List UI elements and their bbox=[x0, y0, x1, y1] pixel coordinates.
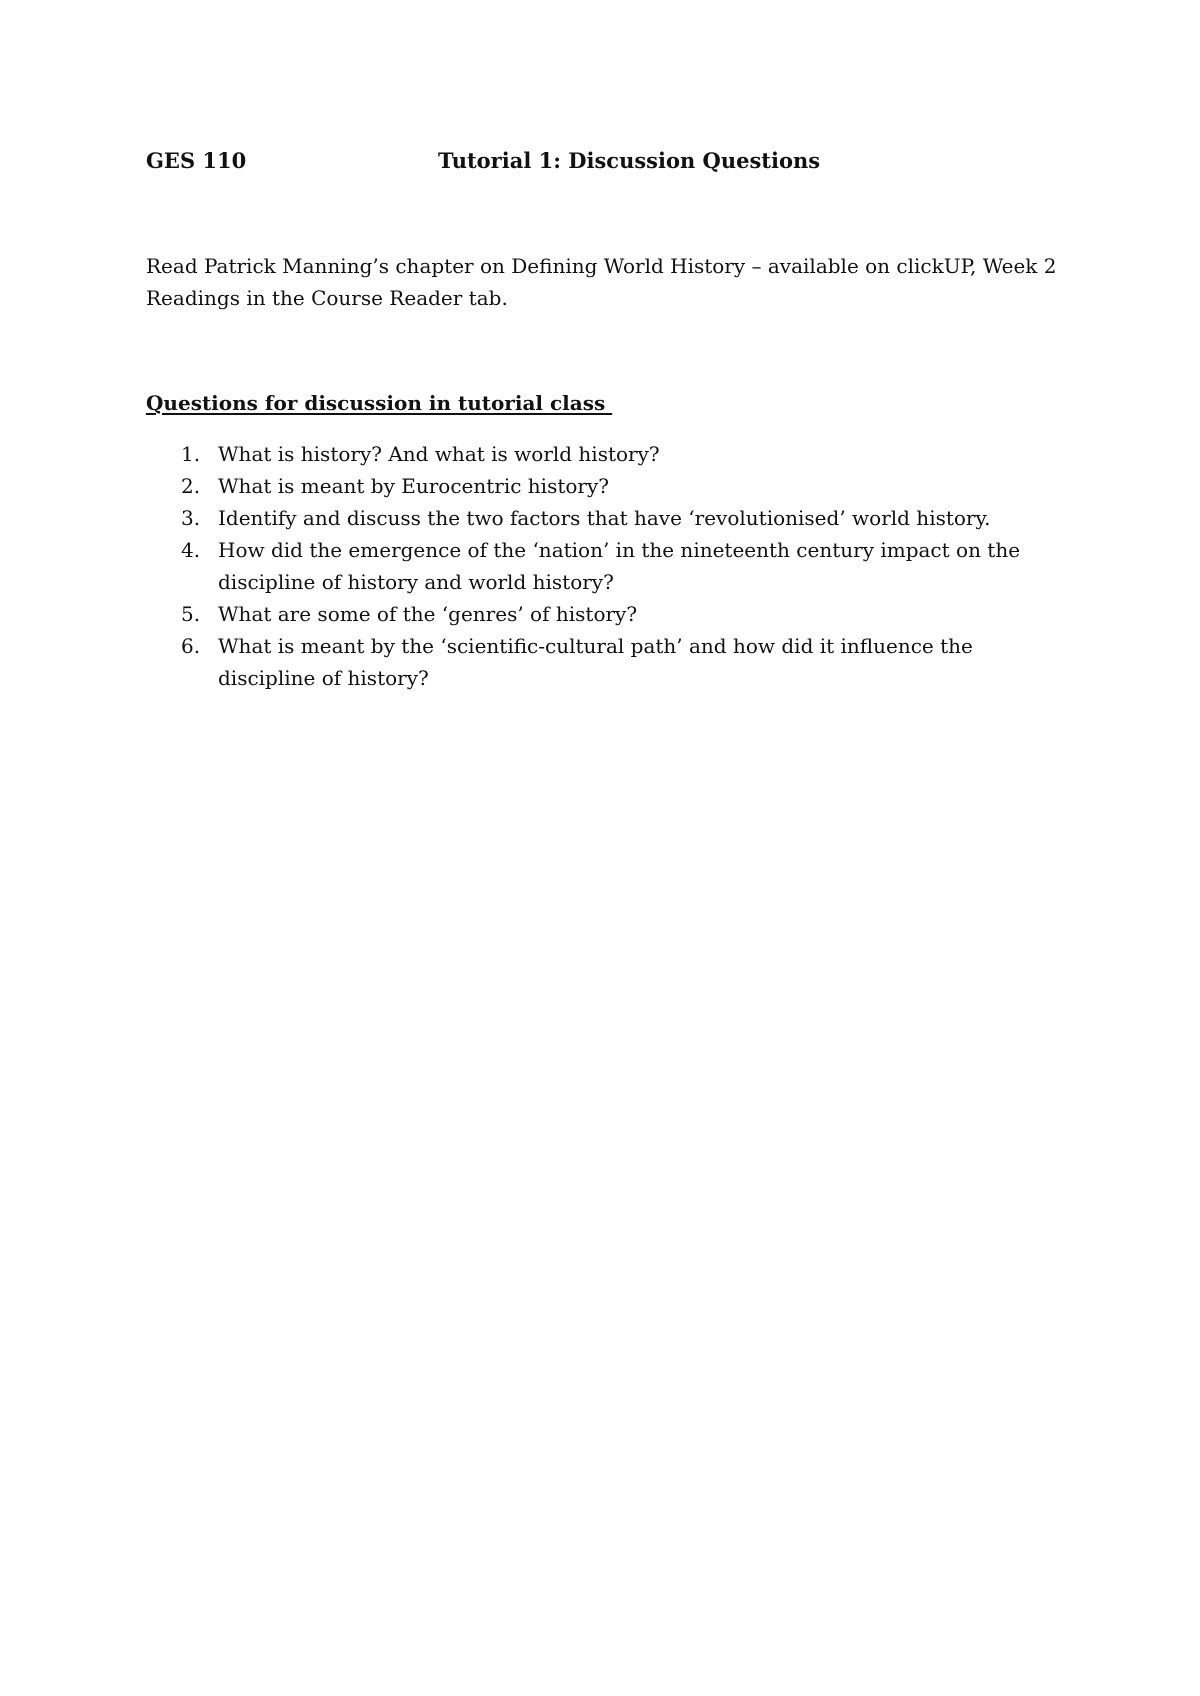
list-item bbox=[146, 438, 1066, 470]
list-item bbox=[146, 630, 1066, 694]
document-title: Tutorial 1: Discussion Questions bbox=[438, 148, 821, 173]
questions-heading: Questions for discussion in tutorial class bbox=[146, 391, 613, 415]
question-text: What is meant by Eurocentric history? bbox=[218, 474, 609, 498]
question-number: 6. bbox=[181, 634, 201, 658]
list-item bbox=[146, 470, 1066, 502]
question-text: Identify and discuss the two factors that have ‘revolutionised’ world history. bbox=[218, 506, 991, 530]
question-number: 4. bbox=[181, 538, 201, 562]
list-item bbox=[146, 598, 1066, 630]
question-list bbox=[146, 438, 1066, 694]
question-number: 2. bbox=[181, 474, 201, 498]
question-number: 5. bbox=[181, 602, 201, 626]
question-text: What is meant by the ‘scientific-cultural path’ and how did it influence the discipline of history? bbox=[218, 634, 973, 690]
document-header bbox=[146, 145, 1066, 177]
course-code: GES 110 bbox=[146, 148, 247, 173]
intro-paragraph: Read Patrick Manning’s chapter on Defining World History – available on clickUP, Week 2 Readings in the Course Reader tab. bbox=[146, 254, 1057, 310]
question-text: How did the emergence of the ‘nation’ in the nineteenth century impact on the discipline of history and world history? bbox=[218, 538, 1021, 594]
question-number: 1. bbox=[181, 442, 201, 466]
list-item bbox=[146, 534, 1066, 598]
question-number: 3. bbox=[181, 506, 201, 530]
list-item bbox=[146, 502, 1066, 534]
question-text: What is history? And what is world history? bbox=[218, 442, 660, 466]
question-text: What are some of the ‘genres’ of history? bbox=[218, 602, 638, 626]
